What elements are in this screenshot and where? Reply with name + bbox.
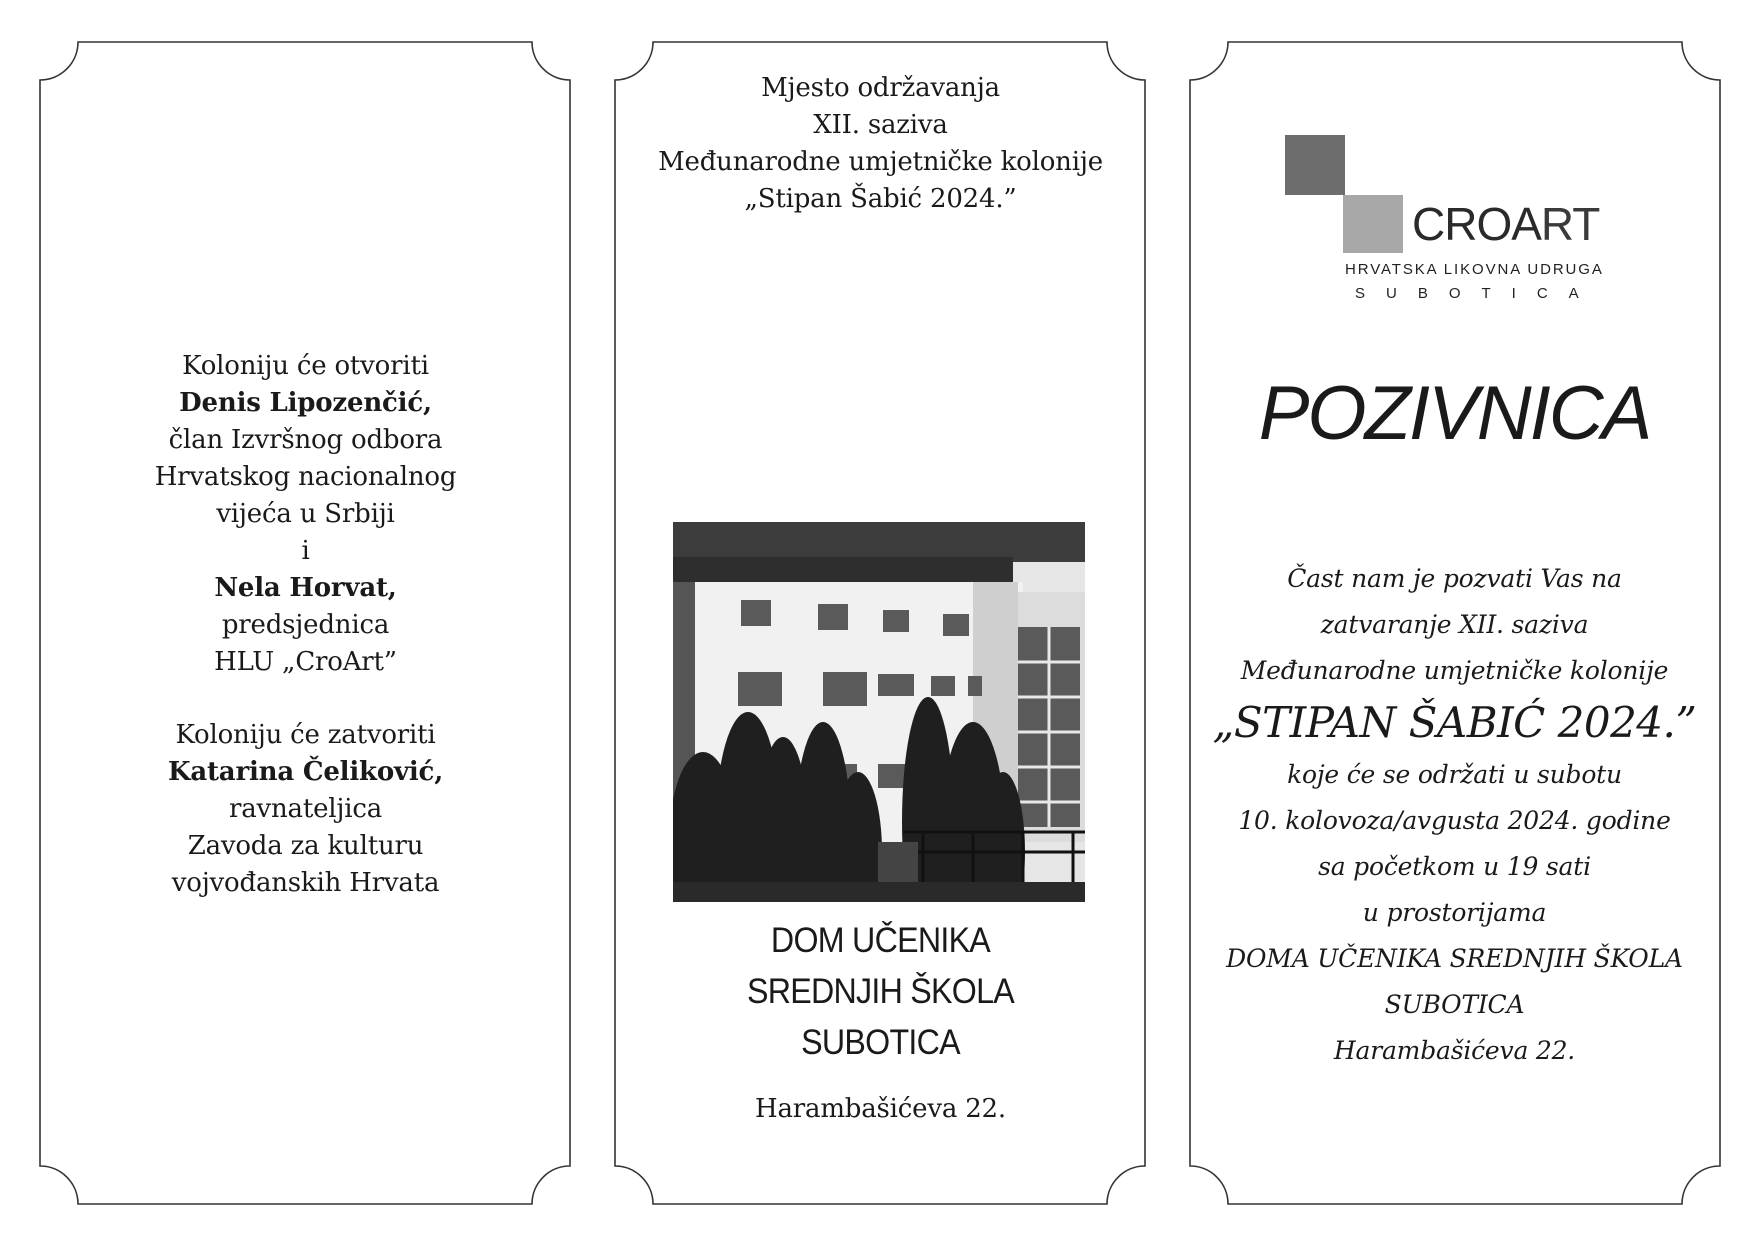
opener-name: Denis Lipozenčić, — [179, 388, 432, 418]
opener-role-3: vijeća u Srbiji — [216, 499, 395, 529]
building-photo — [673, 522, 1085, 902]
venue-address — [617, 1091, 1144, 1128]
event-name: „STIPAN ŠABIĆ 2024.” — [1212, 698, 1697, 747]
co-opener-role-2: HLU „CroArt” — [214, 647, 397, 677]
croart-logo — [1285, 135, 1625, 310]
left-panel-text — [42, 348, 569, 902]
invite-line-3: Međunarodne umjetničke kolonije — [1240, 656, 1669, 685]
venue-heading-3: Međunarodne umjetničke kolonije — [658, 147, 1103, 177]
invite-line-8: DOMA UČENIKA SREDNJIH ŠKOLA — [1226, 944, 1683, 973]
co-opener-role-1: predsjednica — [221, 610, 390, 640]
spacer — [42, 681, 569, 717]
invite-line-2: zatvaranje XII. saziva — [1320, 610, 1589, 639]
closing-intro: Koloniju će zatvoriti — [175, 720, 436, 750]
logo-subtitle: HRVATSKA LIKOVNA UDRUGA — [1345, 261, 1604, 278]
venue-heading-4: „Stipan Šabić 2024.” — [744, 184, 1017, 214]
opening-intro: Koloniju će otvoriti — [182, 351, 429, 381]
invite-line-9: SUBOTICA — [1384, 990, 1525, 1019]
logo-wordmark — [1412, 197, 1599, 251]
opener-role-2: Hrvatskog nacionalnog — [154, 462, 457, 492]
closer-role-3: vojvođanskih Hrvata — [171, 868, 440, 898]
invite-line-5: 10. kolovoza/avgusta 2024. godine — [1238, 806, 1671, 835]
conjunction: i — [301, 536, 310, 566]
venue-heading — [617, 70, 1144, 218]
invite-line-4: koje će se održati u subotu — [1287, 760, 1622, 789]
venue-name-2: SREDNJIH ŠKOLA — [746, 972, 1015, 1011]
invite-line-6: sa početkom u 19 sati — [1318, 852, 1591, 881]
closer-role-2: Zavoda za kulturu — [187, 831, 424, 861]
invitation-text — [1191, 556, 1718, 1074]
invitation-title: POZIVNICA — [1258, 371, 1651, 456]
logo-word-bold: CROA — [1412, 198, 1541, 250]
venue-name-3: SUBOTICA — [801, 1023, 960, 1062]
logo-word-thin: RT — [1540, 198, 1600, 250]
venue-name-1: DOM UČENIKA — [770, 921, 991, 960]
venue-heading-1: Mjesto održavanja — [761, 73, 1000, 103]
invite-line-7: u prostorijama — [1362, 898, 1547, 927]
venue-name — [617, 915, 1144, 1068]
venue-address-text: Harambašićeva 22. — [755, 1094, 1006, 1124]
closer-name: Katarina Čeliković, — [167, 757, 444, 787]
venue-heading-2: XII. saziva — [813, 110, 948, 140]
logo-city: SUBOTICA — [1355, 285, 1600, 302]
invite-line-10: Harambašićeva 22. — [1333, 1036, 1576, 1065]
co-opener-name: Nela Horvat, — [214, 573, 397, 603]
invite-line-1: Čast nam je pozvati Vas na — [1287, 564, 1622, 593]
closer-role-1: ravnateljica — [228, 794, 383, 824]
opener-role-1: član Izvršnog odbora — [168, 425, 443, 455]
